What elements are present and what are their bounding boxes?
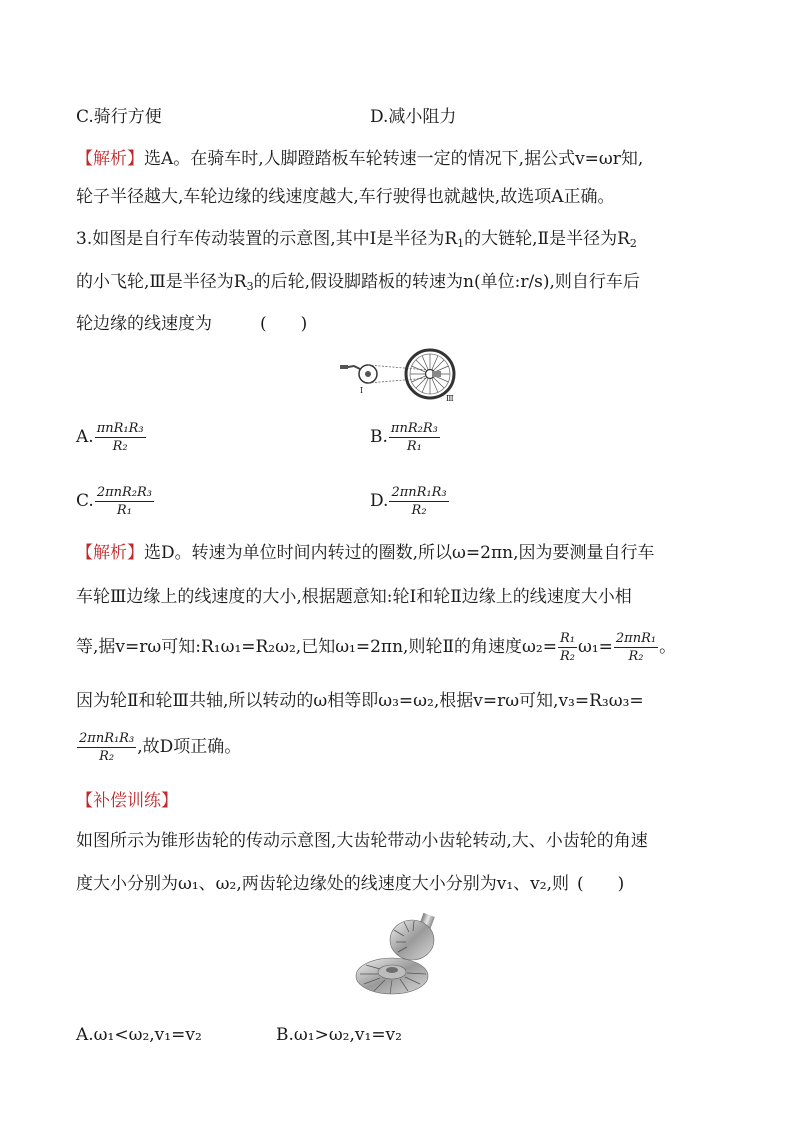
- label-chainring: Ⅰ: [360, 386, 364, 395]
- extra-option-b: B.ω₁>ω₂,v₁=v₂: [276, 1025, 402, 1045]
- fraction: $\frac{\text{2πnR₁R₃}}{\text{R₂}}$: [391, 485, 447, 518]
- label-rear-wheel: Ⅲ: [446, 394, 454, 403]
- solution-tag: 【解析】: [76, 149, 144, 169]
- section-heading: 【补偿训练】: [76, 791, 178, 811]
- q3-text: 的后轮,假设脚踏板的转速为n(单位:r/s),则自行车后: [253, 272, 640, 292]
- solution-3-line-1: [76, 542, 654, 564]
- solution-text: 选D。转速为单位时间内转过的圈数,所以ω=2πn,因为要测量自行车: [144, 543, 655, 563]
- q3-text: 的大链轮,Ⅱ是半径为R: [464, 229, 630, 249]
- solution-3-line-4: 因为轮Ⅱ和轮Ⅲ共轴,所以转动的ω相等即ω₃=ω₂,根据v=rω可知,v₃=R₃ω₃=: [76, 691, 644, 711]
- answer-parentheses: ( ): [577, 874, 625, 894]
- extra-line-1: 如图所示为锥形齿轮的传动示意图,大齿轮带动小齿轮转动,大、小齿轮的角速: [76, 831, 648, 851]
- solution-text: 选A。在骑车时,人脚蹬踏板车轮转速一定的情况下,据公式v=ωr知,: [144, 149, 644, 169]
- q3-line-3: [76, 313, 307, 335]
- q3-line-1: 3.如图是自行车传动装置的示意图,其中Ⅰ是半径为$R_1$的大链轮,Ⅱ是半径为$R_2$: [76, 229, 637, 250]
- solution-tag: 【解析】: [76, 543, 144, 563]
- q3-option-c: C. $\frac{\text{2πnR₂R₃}}{\text{R₁}}$: [76, 485, 152, 518]
- bevel-gear-figure: [352, 912, 446, 1000]
- extra-line-2: 度大小分别为ω₁、ω₂,两齿轮边缘处的线速度大小分别为v₁、v₂,则 ( ): [76, 874, 625, 894]
- q3-text: 轮边缘的线速度为: [76, 314, 212, 334]
- q2-option-d: D.减小阻力: [370, 107, 457, 127]
- fraction: $\frac{\text{πnR₂R₃}}{\text{R₁}}$: [390, 421, 438, 454]
- q3-text: 3.如图是自行车传动装置的示意图,其中Ⅰ是半径为R: [76, 229, 458, 249]
- q3-option-b: B. $\frac{\text{πnR₂R₃}}{\text{R₁}}$: [370, 421, 438, 454]
- fraction: $\frac{\text{R₁}}{\text{R₂}}$: [559, 631, 575, 664]
- fraction: $\frac{\text{2πnR₁R₃}}{\text{R₂}}$: [79, 731, 135, 764]
- fraction: $\frac{\text{2πnR₁}}{\text{R₂}}$: [615, 631, 657, 664]
- q3-text: 的小飞轮,Ⅲ是半径为R: [76, 272, 247, 292]
- q3-line-2: 的小飞轮,Ⅲ是半径为$R_3$的后轮,假设脚踏板的转速为n(单位:r/s),则自行车后: [76, 272, 640, 293]
- q3-option-d: D. $\frac{\text{2πnR₁R₃}}{\text{R₂}}$: [370, 485, 447, 518]
- solution-3-line-3: 等,据v=rω可知:R₁ω₁=R₂ω₂,已知ω₁=2πn,则轮Ⅱ的角速度ω₂= $\frac{\text{R₁}}{\text{R₂}}$ ω₁= $\frac{\text{2πnR₁}}{\text{R₂}}$ 。: [76, 631, 677, 664]
- answer-parentheses: ( ): [260, 314, 308, 334]
- solution-3-line-5: $\frac{\text{2πnR₁R₃}}{\text{R₂}}$ ,故D项正确。: [79, 731, 242, 764]
- bicycle-transmission-figure: [338, 346, 462, 404]
- solution-3-line-2: 车轮Ⅲ边缘上的线速度的大小,根据题意知:轮Ⅰ和轮Ⅱ边缘上的线速度大小相: [76, 587, 632, 607]
- q3-option-a: A. $\frac{\text{πnR₁R₃}}{\text{R₂}}$: [76, 421, 144, 454]
- fraction: $\frac{\text{2πnR₂R₃}}{\text{R₁}}$: [96, 485, 152, 518]
- q2-option-c: C.骑行方便: [76, 107, 162, 127]
- extra-option-a: A.ω₁<ω₂,v₁=v₂: [76, 1025, 202, 1045]
- fraction: $\frac{\text{πnR₁R₃}}{\text{R₂}}$: [96, 421, 144, 454]
- solution-2-line-1: [76, 148, 643, 170]
- solution-2-line-2: 轮子半径越大,车轮边缘的线速度越大,车行驶得也就越快,故选项A正确。: [76, 187, 615, 207]
